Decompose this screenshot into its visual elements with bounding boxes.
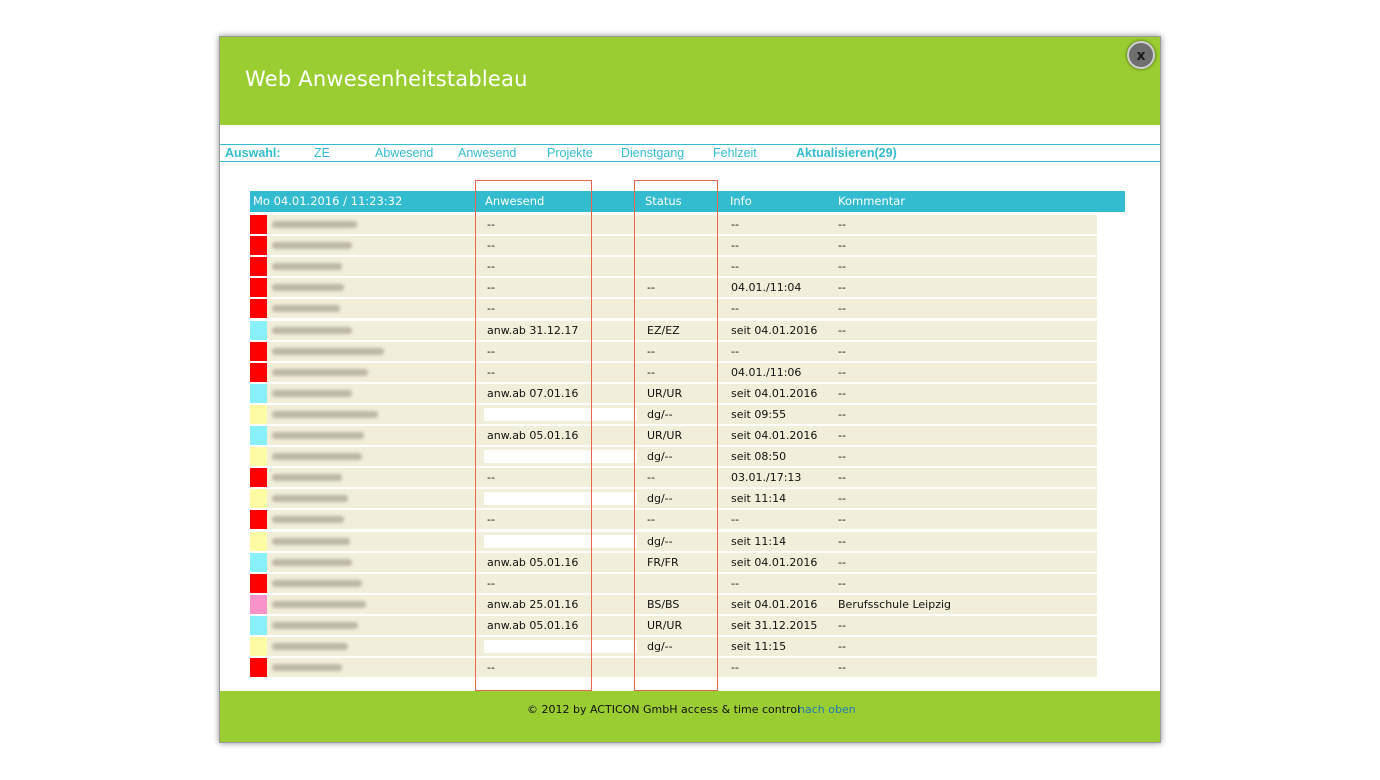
empty-anwesend-cell (484, 408, 637, 421)
anwesend-cell: -- (487, 239, 495, 253)
kommentar-cell: Berufsschule Leipzig (838, 597, 952, 611)
info-cell: -- (731, 239, 739, 253)
status-cell: UR/UR (647, 618, 683, 632)
status-cell: UR/UR (647, 429, 683, 442)
info-cell: -- (731, 302, 739, 316)
anwesend-cell: -- (487, 302, 495, 316)
status-color-swatch (250, 363, 267, 382)
table-row (250, 468, 1097, 487)
info-cell: seit 04.01.2016 (731, 555, 818, 569)
blurred-employee-name (272, 369, 368, 376)
table-row (250, 257, 1097, 276)
kommentar-cell: -- (838, 618, 846, 632)
blurred-employee-name (272, 643, 348, 650)
kommentar-cell: -- (838, 513, 846, 527)
info-cell: -- (731, 260, 739, 274)
table-row (250, 321, 1097, 340)
table-row (250, 278, 1097, 297)
anwesend-cell: -- (487, 661, 495, 675)
table-row (250, 299, 1097, 318)
blurred-employee-name (272, 453, 362, 460)
header-info: Info (730, 194, 752, 208)
status-cell: dg/-- (647, 407, 673, 421)
table-row (250, 447, 1097, 466)
kommentar-cell: -- (838, 429, 846, 442)
info-cell: seit 11:15 (731, 640, 787, 653)
info-cell: 04.01./11:06 (731, 365, 802, 379)
kommentar-cell: -- (838, 640, 846, 653)
kommentar-cell: -- (838, 555, 846, 569)
table-row (250, 426, 1097, 445)
anwesend-cell: anw.ab 07.01.16 (487, 386, 579, 400)
blurred-employee-name (272, 221, 357, 228)
status-color-swatch (250, 405, 267, 424)
kommentar-cell: -- (838, 407, 846, 421)
status-color-swatch (250, 257, 267, 276)
status-color-swatch (250, 532, 267, 551)
empty-anwesend-cell (484, 450, 637, 463)
kommentar-cell: -- (838, 492, 846, 506)
table-row (250, 637, 1097, 656)
info-cell: seit 09:55 (731, 407, 787, 421)
nav-item-fehlzeit[interactable]: Fehlzeit (713, 146, 757, 160)
table-row (250, 510, 1097, 529)
window-header (220, 37, 1160, 125)
blurred-employee-name (272, 495, 348, 502)
kommentar-cell: -- (838, 344, 846, 358)
status-cell: FR/FR (647, 555, 679, 569)
header-kommentar: Kommentar (838, 194, 906, 208)
page-title: Web Anwesenheitstableau (245, 67, 528, 91)
info-cell: -- (731, 576, 739, 590)
blurred-employee-name (272, 390, 352, 397)
status-cell: -- (647, 281, 655, 295)
status-color-swatch (250, 468, 267, 487)
info-cell: seit 04.01.2016 (731, 323, 818, 337)
empty-anwesend-cell (484, 535, 637, 548)
table-row (250, 574, 1097, 593)
status-color-swatch (250, 510, 267, 529)
blurred-employee-name (272, 664, 342, 671)
blurred-employee-name (272, 601, 366, 608)
anwesend-cell: anw.ab 31.12.17 (487, 323, 579, 337)
status-cell: EZ/EZ (647, 323, 680, 337)
kommentar-cell: -- (838, 239, 846, 253)
info-cell: seit 08:50 (731, 450, 787, 464)
back-to-top-link[interactable]: nach oben (798, 703, 856, 716)
status-cell: -- (647, 344, 655, 358)
status-color-swatch (250, 574, 267, 593)
info-cell: 03.01./17:13 (731, 471, 802, 485)
header-anwesend: Anwesend (485, 194, 545, 208)
kommentar-cell: -- (838, 281, 846, 295)
close-button[interactable]: x (1127, 41, 1155, 69)
blurred-employee-name (272, 580, 362, 587)
table-row (250, 236, 1097, 255)
header-status: Status (645, 194, 682, 208)
footer (220, 691, 1160, 742)
refresh-link[interactable]: Aktualisieren(29) (796, 146, 897, 160)
copyright-text: © 2012 by ACTICON GmbH access & time control (527, 703, 801, 716)
blurred-employee-name (272, 263, 342, 270)
status-color-swatch (250, 384, 267, 403)
blurred-employee-name (272, 432, 364, 439)
status-color-swatch (250, 658, 267, 677)
anwesend-cell: -- (487, 281, 495, 295)
table-row (250, 384, 1097, 403)
table-row (250, 658, 1097, 677)
info-cell: seit 31.12.2015 (731, 618, 818, 632)
info-cell: seit 04.01.2016 (731, 597, 818, 611)
anwesend-cell: anw.ab 25.01.16 (487, 597, 579, 611)
kommentar-cell: -- (838, 260, 846, 274)
status-cell: UR/UR (647, 386, 683, 400)
table-row (250, 405, 1097, 424)
status-color-swatch (250, 447, 267, 466)
blurred-employee-name (272, 411, 378, 418)
status-color-swatch (250, 595, 267, 614)
status-color-swatch (250, 637, 267, 656)
nav-item-anwesend[interactable]: Anwesend (458, 146, 517, 160)
blurred-employee-name (272, 242, 352, 249)
anwesend-cell: -- (487, 576, 495, 590)
info-cell: -- (731, 513, 739, 527)
status-cell: dg/-- (647, 640, 673, 653)
empty-anwesend-cell (484, 640, 637, 653)
status-cell: dg/-- (647, 492, 673, 506)
table-row (250, 215, 1097, 234)
empty-anwesend-cell (484, 492, 637, 505)
status-cell: dg/-- (647, 534, 673, 548)
nav-item-ze[interactable]: ZE (314, 146, 330, 160)
blurred-employee-name (272, 538, 350, 545)
info-cell: seit 11:14 (731, 492, 787, 506)
anwesend-cell: anw.ab 05.01.16 (487, 618, 579, 632)
status-color-swatch (250, 236, 267, 255)
anwesend-cell: -- (487, 513, 495, 527)
anwesend-cell: -- (487, 260, 495, 274)
blurred-employee-name (272, 474, 342, 481)
anwesend-cell: anw.ab 05.01.16 (487, 429, 579, 442)
info-cell: -- (731, 661, 739, 675)
blurred-employee-name (272, 622, 358, 629)
kommentar-cell: -- (838, 323, 846, 337)
info-cell: seit 11:14 (731, 534, 787, 548)
info-cell: seit 04.01.2016 (731, 386, 818, 400)
table-row (250, 342, 1097, 361)
kommentar-cell: -- (838, 471, 846, 485)
status-color-swatch (250, 321, 267, 340)
table-row (250, 595, 1097, 614)
status-color-swatch (250, 489, 267, 508)
kommentar-cell: -- (838, 661, 846, 675)
anwesend-cell: -- (487, 218, 495, 231)
anwesend-cell: anw.ab 05.01.16 (487, 555, 579, 569)
kommentar-cell: -- (838, 386, 846, 400)
status-cell: dg/-- (647, 450, 673, 464)
status-color-swatch (250, 342, 267, 361)
kommentar-cell: -- (838, 450, 846, 464)
info-cell: 04.01./11:04 (731, 281, 802, 295)
anwesend-cell: -- (487, 344, 495, 358)
blurred-employee-name (272, 284, 344, 291)
kommentar-cell: -- (838, 576, 846, 590)
blurred-employee-name (272, 559, 352, 566)
status-cell: -- (647, 513, 655, 527)
status-color-swatch (250, 278, 267, 297)
nav-item-abwesend[interactable]: Abwesend (375, 146, 434, 160)
blurred-employee-name (272, 516, 344, 523)
status-cell: -- (647, 365, 655, 379)
header-date: Mo 04.01.2016 / 11:23:32 (253, 194, 403, 208)
table-row (250, 616, 1097, 635)
kommentar-cell: -- (838, 302, 846, 316)
info-cell: -- (731, 218, 739, 231)
status-color-swatch (250, 299, 267, 318)
status-color-swatch (250, 426, 267, 445)
nav-item-dienstgang[interactable]: Dienstgang (621, 146, 685, 160)
kommentar-cell: -- (838, 534, 846, 548)
nav-item-projekte[interactable]: Projekte (547, 146, 593, 160)
presence-board-window (219, 36, 1161, 743)
info-cell: seit 04.01.2016 (731, 429, 818, 442)
nav-label: Auswahl: (225, 146, 281, 160)
table-header (250, 191, 1125, 212)
status-color-swatch (250, 215, 267, 234)
status-cell: -- (647, 471, 655, 485)
table-row (250, 553, 1097, 572)
status-color-swatch (250, 553, 267, 572)
selection-navbar (220, 144, 1160, 162)
kommentar-cell: -- (838, 365, 846, 379)
anwesend-cell: -- (487, 471, 495, 485)
blurred-employee-name (272, 348, 384, 355)
kommentar-cell: -- (838, 218, 846, 231)
status-color-swatch (250, 616, 267, 635)
blurred-employee-name (272, 327, 352, 334)
anwesend-cell: -- (487, 365, 495, 379)
table-row (250, 363, 1097, 382)
status-cell: BS/BS (647, 597, 680, 611)
info-cell: -- (731, 344, 739, 358)
table-row (250, 489, 1097, 508)
blurred-employee-name (272, 305, 340, 312)
table-row (250, 532, 1097, 551)
